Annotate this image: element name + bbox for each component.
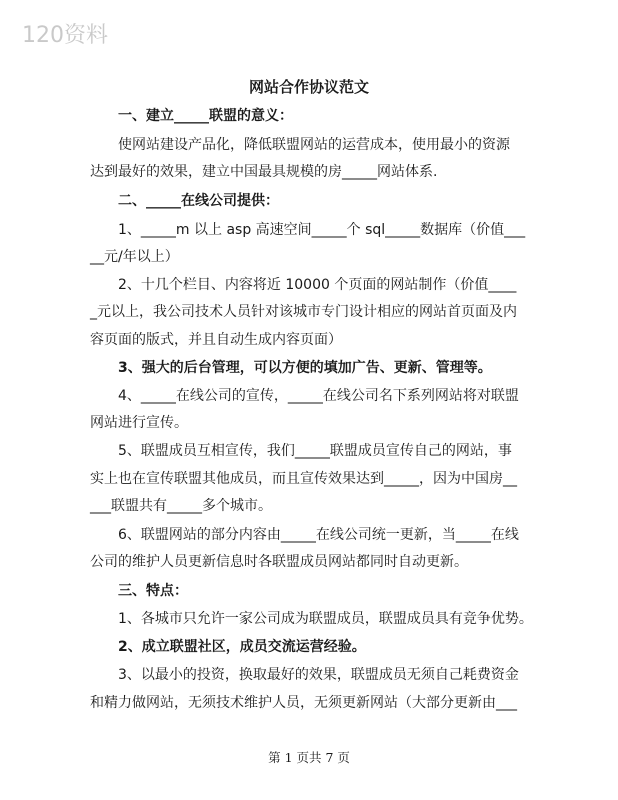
paragraph-line: 1、各城市只允许一家公司成为联盟成员，联盟成员具有竞争优势。 <box>118 611 533 627</box>
page-number: 第 1 页共 7 页 <box>268 750 350 765</box>
paragraph-line: ___联盟共有_____多个城市。 <box>90 498 272 514</box>
paragraph-line: 1、_____m 以上 asp 高速空间_____个 sql_____数据库（价值___ <box>118 222 526 238</box>
paragraph-line: 容页面的版式，并且自动生成内容页面） <box>90 332 342 348</box>
paragraph-line: 6、联盟网站的部分内容由_____在线公司统一更新，当_____在线 <box>118 527 519 543</box>
paragraph-line: __元/年以上） <box>90 249 179 265</box>
paragraph-line: 达到最好的效果，建立中国最具规模的房_____网站体系. <box>90 164 438 180</box>
paragraph-line: 3、以最小的投资，换取最好的效果，联盟成员无须自己耗费资金 <box>118 667 519 683</box>
section-heading-1: 一、建立_____联盟的意义： <box>118 108 293 124</box>
paragraph-line: 2、十几个栏目、内容将近 10000 个页面的网站制作（价值____ <box>118 277 517 293</box>
paragraph-line: _元以上，我公司技术人员针对该城市专门设计相应的网站首页面及内 <box>90 304 517 320</box>
paragraph-line: 公司的维护人员更新信息时各联盟成员网站都同时自动更新。 <box>90 554 468 570</box>
paragraph-line: 网站进行宣传。 <box>90 415 188 431</box>
paragraph-line: 和精力做网站，无须技术维护人员，无须更新网站（大部分更新由___ <box>90 695 517 711</box>
paragraph-line: 使网站建设产品化，降低联盟网站的运营成本，使用最小的资源 <box>118 137 510 153</box>
paragraph-line-bold: 2、成立联盟社区，成员交流运营经验。 <box>118 639 366 655</box>
paragraph-line-bold: 3、强大的后台管理，可以方便的填加广告、更新、管理等。 <box>118 360 492 376</box>
paragraph-line: 实上也在宣传联盟其他成员，而且宣传效果达到_____，因为中国房__ <box>90 471 517 487</box>
section-heading-3: 三、特点： <box>118 583 188 599</box>
watermark-logo: 120资料 <box>22 23 108 48</box>
paragraph-line: 5、联盟成员互相宣传，我们_____联盟成员宣传自己的网站，事 <box>118 443 512 459</box>
paragraph-line: 4、_____在线公司的宣传，_____在线公司名下系列网站将对联盟 <box>118 388 519 404</box>
document-title: 网站合作协议范文 <box>248 78 369 96</box>
section-heading-2: 二、_____在线公司提供： <box>118 193 279 209</box>
